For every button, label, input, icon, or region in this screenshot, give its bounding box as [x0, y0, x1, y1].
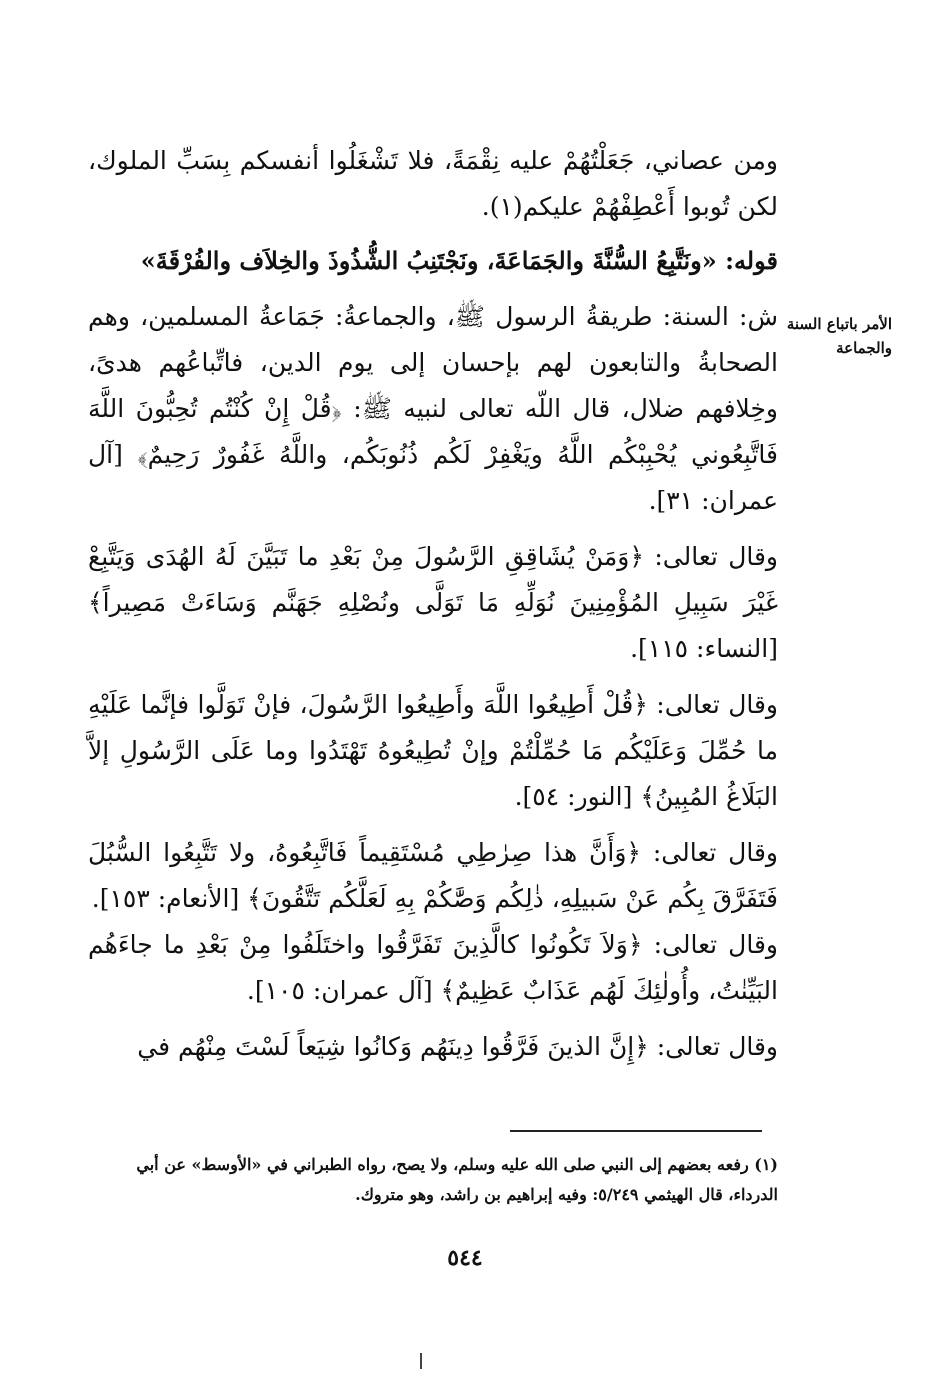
paragraph-continuation: ومن عصاني، جَعَلْتُهُمْ عليه نِقْمَةً، فلا تَشْغَلُوا أنفسكم بِسَبِّ الملوك، لكن تُوبوا أَعْطِفْهُمْ عليكم(١). — [88, 146, 778, 221]
verse-paragraph-anam: وقال تعالى: ﴿وَأَنَّ هذا صِرٰطِي مُسْتَقِيماً فَاتَّبِعُوهُ، ولا تَتَّبِعُوا السُّبُلَ فَتَفَرَّقَ بِكُم عَنْ سَبيلِهِ، ذٰلِكُم وَصَّٰكُمْ بِهِ لَعَلَّكُم تَتَّقُونَ﴾ [الأنعام: ١٥٣]. — [88, 838, 778, 913]
verse-paragraph-nur: وقال تعالى: ﴿قُلْ أَطِيعُوا اللَّهَ وأَطِيعُوا الرَّسُولَ، فإنْ تَوَلَّوا فإنَّما عَلَيْهِ ما حُمِّلَ وَعَلَيْكُم مَا حُمِّلْتُمْ وإنْ تُطِيعُوهُ تَهْتَدُوا وما عَلَى الرَّسُولِ إلاَّ البَلَاغُ المُبِينُ﴾ [النور: ٥٤]. — [88, 690, 778, 811]
footnote-divider — [510, 1130, 762, 1132]
verse-paragraph-final: وقال تعالى: ﴿إِنَّ الذينَ فَرَّقُوا دِينَهُم وَكانُوا شِيَعاً لَسْتَ مِنْهُم في — [137, 1032, 778, 1061]
scan-mark — [420, 1353, 422, 1369]
commentary-paragraph: ش: السنة: طريقةُ الرسول ﷺ، والجماعةُ: جَمَاعةُ المسلمين، وهم الصحابةُ والتابعون لهم بإحسان إلى يوم الدين، فاتِّباعُهم هدىً، وخِلافهم ضلال، قال اللّه تعالى لنبيه ﷺ: ﴿قُلْ إِنْ كُنْتُم تُحِبُّونَ اللَّهَ فَاتَّبِعُوني يُحْبِبْكُم اللَّهُ ويَغْفِرْ لَكُم ذُنُوبَكُم، واللَّهُ غَفُورٌ رَحِيمٌ﴾ [آل عمران: ٣١]. — [88, 302, 778, 515]
verse-paragraph-imran: وقال تعالى: ﴿وَلاَ تَكُونُوا كالَّذِينَ تَفَرَّقُوا واختَلَفُوا مِنْ بَعْدِ ما جاءَهُم البَيِّنٰتُ، وأُولٰئِكَ لَهُم عَذَابٌ عَظِيمٌ﴾ [آل عمران: ١٠٥]. — [88, 930, 778, 1005]
quoted-text-heading: قوله: «ونَتَّبِعُ السُّنَّةَ والجَمَاعَةَ، ونَجْتَنِبُ الشُّذُوذَ والخِلاَف والفُرْقَةَ» — [140, 246, 778, 275]
verse-paragraph-nisa: وقال تعالى: ﴿وَمَنْ يُشَاقِقِ الرَّسُولَ مِنْ بَعْدِ ما تَبَيَّنَ لَهُ الهُدَى وَيَتَّبِعْ غَيْرَ سَبِيلِ المُؤْمِنِينَ نُوَلِّهِ مَا تَوَلَّى ونُصْلِهِ جَهَنَّم وَسَاءَتْ مَصِيراً﴾ [النساء: ١١٥]. — [88, 542, 778, 663]
footnote: (١) رفعه بعضهم إلى النبي صلى الله عليه وسلم، ولا يصح، رواه الطبراني في «الأوسط» عن أبي الدرداء، قال الهيثمي ٥/٢٤٩: وفيه إبراهيم بن راشد، وهو متروك. — [136, 1155, 778, 1204]
page-number: ٥٤٤ — [447, 1245, 483, 1271]
margin-heading: الأمر باتباع السنة والجماعة — [786, 315, 892, 357]
main-text — [88, 138, 778, 1070]
